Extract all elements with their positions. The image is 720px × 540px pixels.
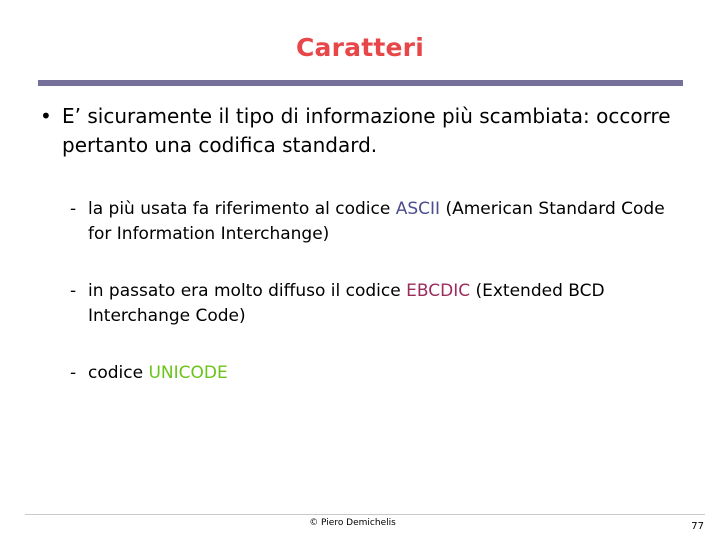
keyword-unicode: UNICODE (148, 363, 228, 383)
sub-bullet-text-after: (American Standard Code for Information Interchange) (88, 199, 665, 244)
sub-bullet-ascii (70, 197, 670, 247)
dash-icon: - (70, 281, 77, 301)
bullet-dot-icon: • (40, 104, 52, 128)
dash-icon: - (70, 363, 77, 383)
keyword-ebcdic: EBCDIC (406, 281, 471, 301)
sub-bullet-text-before: la più usata fa riferimento al codice (88, 199, 396, 219)
slide-title: Caratteri (296, 33, 424, 62)
sub-bullet-text (70, 279, 670, 329)
sub-bullet-unicode (70, 361, 670, 386)
keyword-ascii: ASCII (395, 199, 441, 219)
sub-bullet-text (70, 361, 670, 386)
main-bullet-text: E’ sicuramente il tipo di informazione più scambiata: occorre pertanto una codifica standard. (62, 104, 671, 157)
dash-icon: - (70, 199, 77, 219)
page-number: 77 (691, 521, 704, 532)
title-divider (38, 80, 683, 86)
footer-author: © Piero Demichelis (309, 518, 396, 528)
sub-bullet-text-after: (Extended BCD Interchange Code) (88, 281, 605, 326)
main-bullet (40, 102, 680, 160)
sub-bullet-text-before: in passato era molto diffuso il codice (88, 281, 407, 301)
sub-bullet-text-before: codice (88, 363, 149, 383)
sub-bullet-text (70, 197, 670, 247)
footer-divider (25, 514, 705, 515)
sub-bullet-ebcdic (70, 279, 670, 329)
